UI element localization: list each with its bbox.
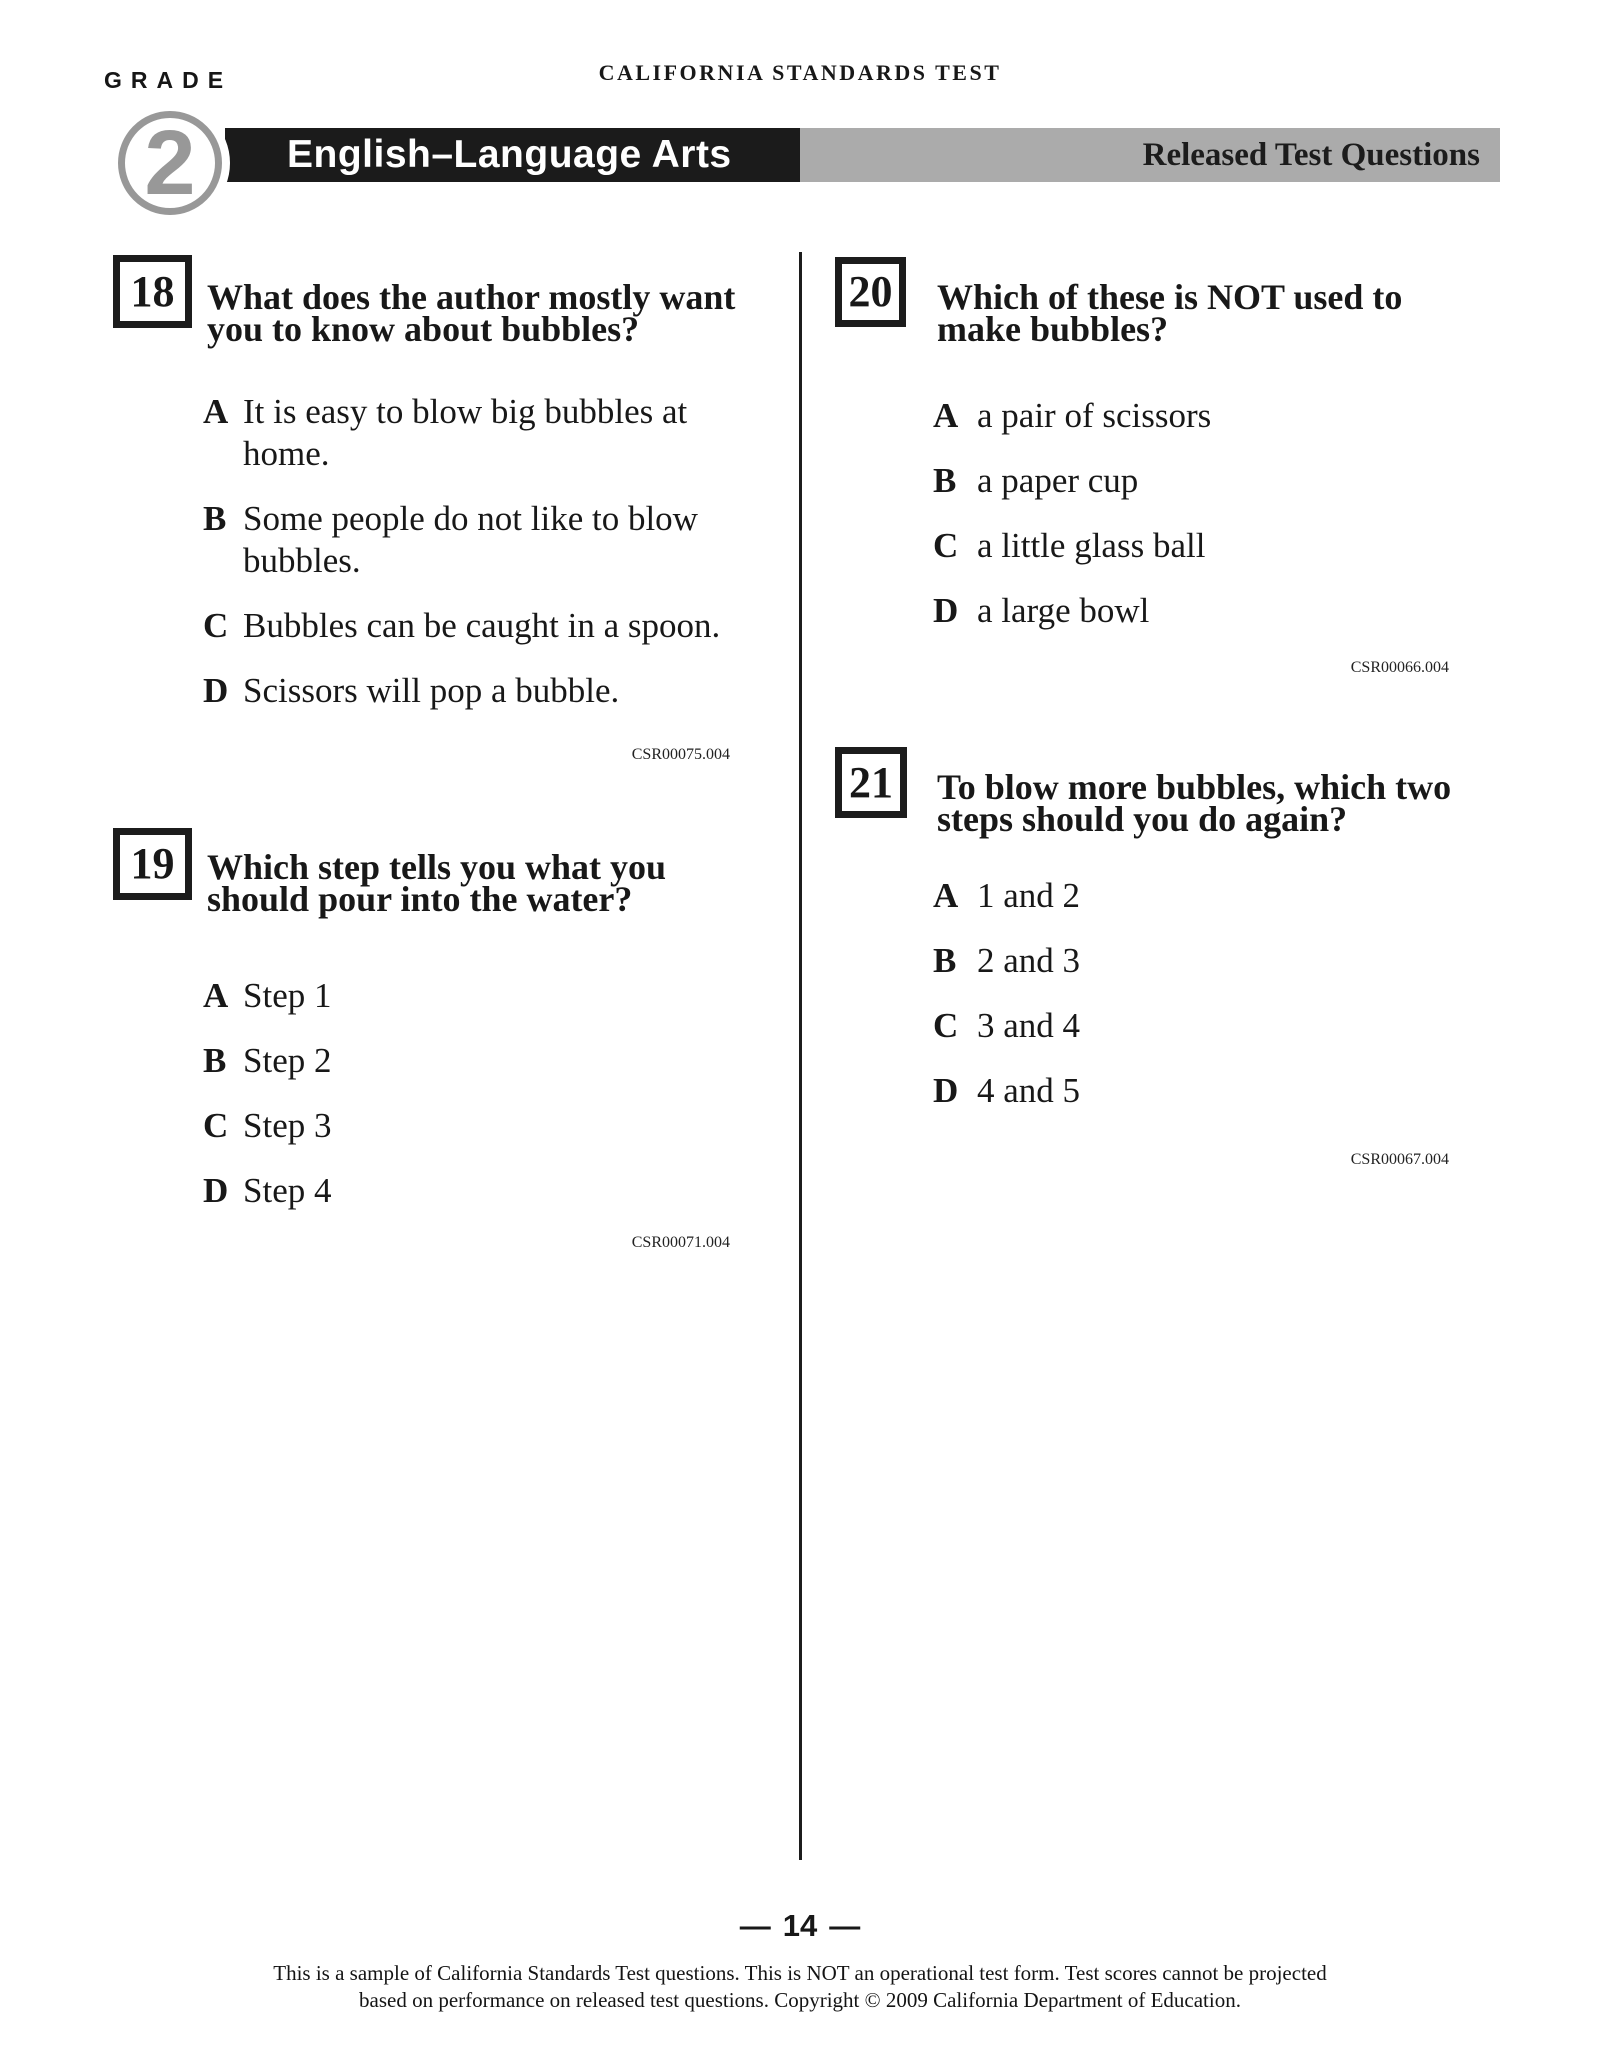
- grade-label: GRADE: [104, 67, 233, 93]
- option-text: [243, 1040, 331, 1082]
- option-line: Some people do not like to blow: [243, 499, 698, 538]
- question-number-box: [113, 828, 192, 900]
- option-letter: D: [933, 1071, 959, 1110]
- page-number-value: 14: [782, 1908, 818, 1943]
- option-text: [977, 525, 1205, 567]
- option-letter: A: [203, 976, 229, 1015]
- option-letter: C: [933, 1006, 959, 1045]
- copyright-note-line: based on performance on released test questions. Copyright © 2009 California Department of Education.: [359, 1988, 1241, 2012]
- option-letter: D: [203, 671, 229, 710]
- page-title: CALIFORNIA STANDARDS TEST: [598, 60, 1002, 85]
- option-text: [977, 940, 1080, 982]
- prompt-line: should pour into the water?: [207, 879, 633, 919]
- option-line: 4 and 5: [977, 1071, 1081, 1110]
- option-text: [977, 395, 1211, 437]
- prompt-line: Which of these is NOT used to: [937, 277, 1403, 317]
- option-line: 1 and 2: [977, 876, 1081, 915]
- released-questions-label: Released Test Questions: [1142, 137, 1480, 173]
- option-line: a paper cup: [977, 461, 1139, 500]
- question-number-box: [835, 257, 906, 327]
- option-text: [977, 1070, 1080, 1112]
- option-line: Step 2: [243, 1041, 332, 1080]
- question-number: 19: [130, 839, 175, 888]
- subject-banner-label: English–Language Arts: [287, 133, 732, 176]
- option-text: [243, 605, 720, 647]
- option-text: [977, 460, 1138, 502]
- question-code: CSR00067.004: [1350, 1151, 1449, 1168]
- copyright-note-line: This is a sample of California Standards Test questions. This is NOT an operational test form. Test scores cannot be projected: [273, 1961, 1327, 1985]
- prompt-line: steps should you do again?: [937, 799, 1348, 839]
- released-questions-banner: [800, 128, 1500, 182]
- option-letter: B: [203, 1041, 227, 1080]
- question-prompt: [937, 277, 1403, 349]
- option-text: [977, 590, 1149, 632]
- option-line: 3 and 4: [977, 1006, 1081, 1045]
- prompt-line: you to know about bubbles?: [207, 309, 640, 349]
- prompt-line: What does the author mostly want: [207, 277, 736, 317]
- option-letter: B: [933, 461, 957, 500]
- subject-banner: [225, 128, 800, 182]
- question-prompt: [937, 767, 1452, 839]
- option-line: a little glass ball: [977, 526, 1206, 565]
- option-text: [977, 1005, 1080, 1047]
- option-line: Step 3: [243, 1106, 332, 1145]
- copyright-note: [0, 1960, 1600, 2014]
- question-number: 21: [849, 757, 893, 807]
- option-letter: A: [933, 876, 959, 915]
- option-line: Step 1: [243, 976, 332, 1015]
- option-text: [243, 498, 698, 582]
- question-number: 18: [130, 266, 175, 316]
- option-text: [243, 670, 619, 712]
- option-line: It is easy to blow big bubbles at: [243, 392, 688, 431]
- option-letter: A: [203, 392, 229, 431]
- option-text: [243, 391, 687, 475]
- question-code: CSR00075.004: [631, 746, 730, 763]
- option-line: 2 and 3: [977, 941, 1081, 980]
- option-line: Scissors will pop a bubble.: [243, 671, 620, 710]
- option-line: Bubbles can be caught in a spoon.: [243, 606, 721, 645]
- option-text: [243, 1105, 331, 1147]
- page-number: [0, 1908, 1600, 1944]
- question-prompt: [207, 847, 667, 919]
- prompt-line: To blow more bubbles, which two: [937, 767, 1452, 807]
- option-line: home.: [243, 434, 330, 473]
- option-letter: B: [203, 499, 227, 538]
- page-number-dash: —: [739, 1908, 771, 1943]
- prompt-line: make bubbles?: [937, 309, 1169, 349]
- grade-badge: [118, 111, 222, 215]
- question-number-box: [113, 255, 192, 328]
- option-text: [243, 975, 331, 1017]
- option-text: [243, 1170, 331, 1212]
- option-line: Step 4: [243, 1171, 332, 1210]
- question-number: 20: [848, 267, 893, 316]
- option-line: a pair of scissors: [977, 396, 1212, 435]
- question-number-box: [835, 747, 907, 818]
- grade-number: 2: [144, 112, 196, 214]
- option-letter: D: [933, 591, 959, 630]
- option-text: [977, 875, 1080, 917]
- option-line: bubbles.: [243, 541, 361, 580]
- page-number-dash: —: [829, 1908, 861, 1943]
- option-letter: C: [203, 606, 229, 645]
- option-letter: D: [203, 1171, 229, 1210]
- column-divider: [799, 252, 802, 1860]
- option-letter: C: [933, 526, 959, 565]
- option-letter: A: [933, 396, 959, 435]
- question-code: CSR00071.004: [631, 1234, 730, 1251]
- question-code: CSR00066.004: [1350, 659, 1449, 676]
- question-prompt: [207, 277, 736, 349]
- option-letter: B: [933, 941, 957, 980]
- option-line: a large bowl: [977, 591, 1150, 630]
- prompt-line: Which step tells you what you: [207, 847, 667, 887]
- option-letter: C: [203, 1106, 229, 1145]
